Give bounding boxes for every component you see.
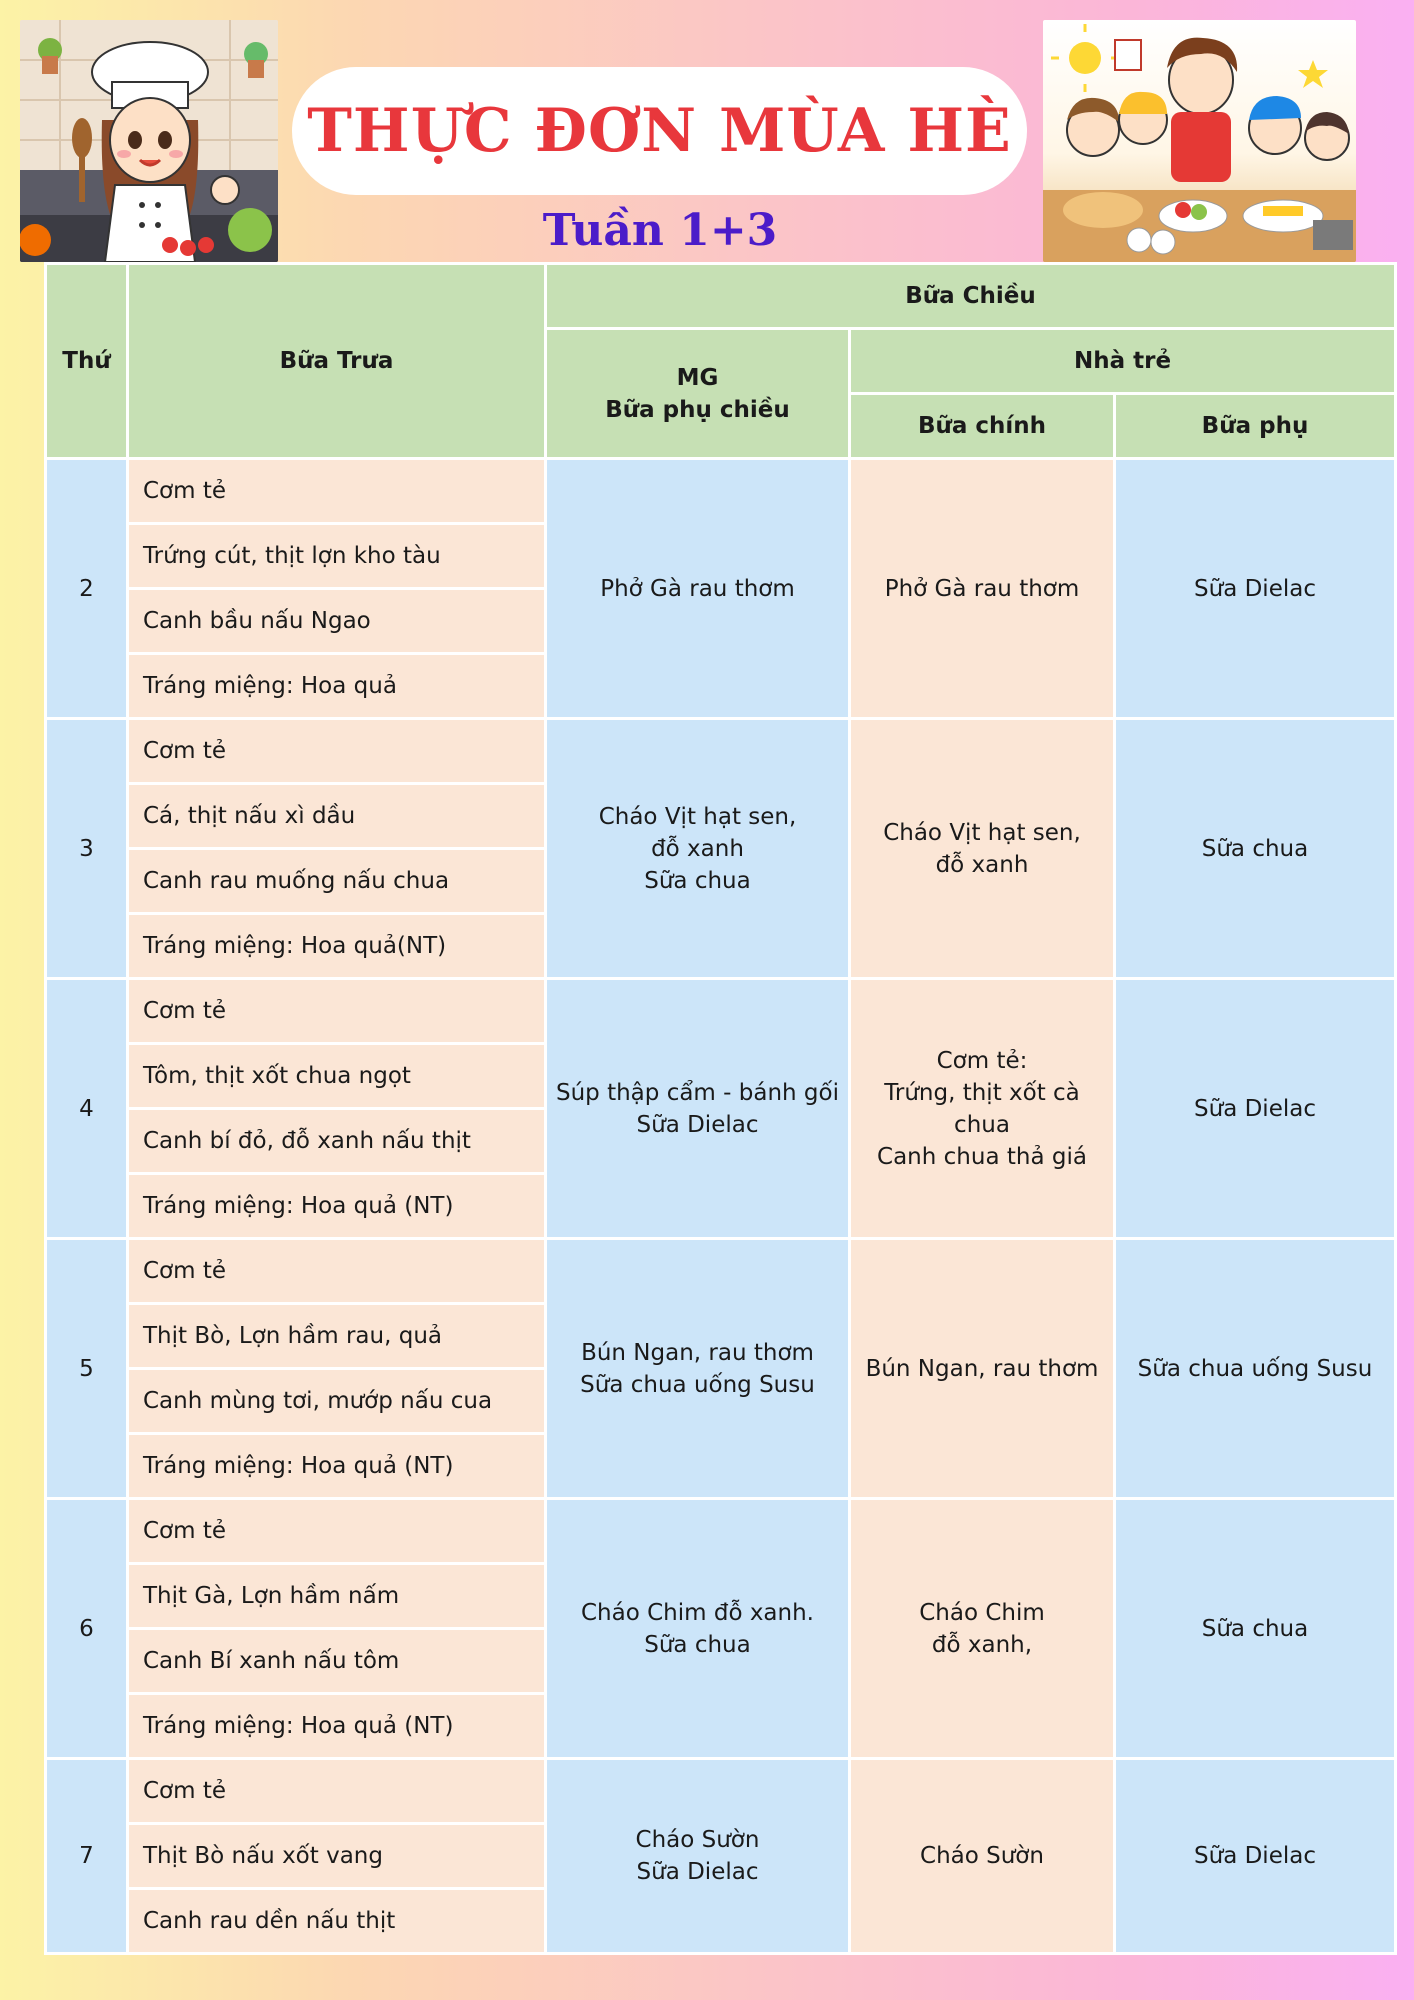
mg-snack-cell: Cháo Sườn Sữa Dielac (546, 1759, 850, 1954)
lunch-item: Canh Bí xanh nấu tôm (128, 1629, 546, 1694)
lunch-item: Cơm tẻ (128, 1499, 546, 1564)
lunch-item: Canh mùng tơi, mướp nấu cua (128, 1369, 546, 1434)
lunch-item: Cá, thịt nấu xì dầu (128, 784, 546, 849)
header-nursery: Nhà trẻ (850, 329, 1396, 394)
lunch-item: Thịt Bò nấu xốt vang (128, 1824, 546, 1889)
day-cell: 2 (46, 459, 128, 719)
week-label: Tuần 1+3 (542, 205, 778, 256)
nursery-snack-cell: Sữa chua uống Susu (1115, 1239, 1396, 1499)
lunch-item: Canh rau muống nấu chua (128, 849, 546, 914)
nursery-snack-cell: Sữa Dielac (1115, 979, 1396, 1239)
mg-snack-cell: Phở Gà rau thơm (546, 459, 850, 719)
lunch-item: Cơm tẻ (128, 719, 546, 784)
lunch-item: Cơm tẻ (128, 1239, 546, 1304)
lunch-item: Tráng miệng: Hoa quả (NT) (128, 1694, 546, 1759)
lunch-item: Tráng miệng: Hoa quả (NT) (128, 1174, 546, 1239)
nursery-main-cell: Cơm tẻ: Trứng, thịt xốt cà chua Canh chua thả giá (850, 979, 1115, 1239)
day-cell: 6 (46, 1499, 128, 1759)
chef-girl-illustration (20, 20, 278, 262)
header-mg: MG Bữa phụ chiều (546, 329, 850, 459)
nursery-main-cell: Cháo Vịt hạt sen, đỗ xanh (850, 719, 1115, 979)
lunch-item: Canh rau dền nấu thịt (128, 1889, 546, 1954)
menu-table (44, 262, 1397, 1955)
title-banner (292, 67, 1027, 195)
lunch-item: Canh bầu nấu Ngao (128, 589, 546, 654)
day-cell: 7 (46, 1759, 128, 1954)
family-cooking-illustration (1043, 20, 1356, 262)
lunch-item: Thịt Gà, Lợn hầm nấm (128, 1564, 546, 1629)
day-cell: 5 (46, 1239, 128, 1499)
lunch-item: Trứng cút, thịt lợn kho tàu (128, 524, 546, 589)
header-afternoon: Bữa Chiều (546, 264, 1396, 329)
lunch-item: Tôm, thịt xốt chua ngọt (128, 1044, 546, 1109)
mg-snack-cell: Bún Ngan, rau thơm Sữa chua uống Susu (546, 1239, 850, 1499)
lunch-item: Tráng miệng: Hoa quả(NT) (128, 914, 546, 979)
nursery-main-cell: Phở Gà rau thơm (850, 459, 1115, 719)
mg-snack-cell: Súp thập cẩm - bánh gối Sữa Dielac (546, 979, 850, 1239)
lunch-item: Cơm tẻ (128, 979, 546, 1044)
day-cell: 3 (46, 719, 128, 979)
nursery-main-cell: Cháo Chim đỗ xanh, (850, 1499, 1115, 1759)
nursery-snack-cell: Sữa Dielac (1115, 1759, 1396, 1954)
lunch-item: Cơm tẻ (128, 459, 546, 524)
lunch-item: Tráng miệng: Hoa quả (128, 654, 546, 719)
header-snack: Bữa phụ (1115, 394, 1396, 459)
nursery-snack-cell: Sữa chua (1115, 1499, 1396, 1759)
nursery-snack-cell: Sữa Dielac (1115, 459, 1396, 719)
mg-snack-cell: Cháo Chim đỗ xanh. Sữa chua (546, 1499, 850, 1759)
lunch-item: Tráng miệng: Hoa quả (NT) (128, 1434, 546, 1499)
nursery-main-cell: Cháo Sườn (850, 1759, 1115, 1954)
header-main-meal: Bữa chính (850, 394, 1115, 459)
header-day: Thứ (46, 264, 128, 459)
nursery-main-cell: Bún Ngan, rau thơm (850, 1239, 1115, 1499)
lunch-item: Thịt Bò, Lợn hầm rau, quả (128, 1304, 546, 1369)
mg-snack-cell: Cháo Vịt hạt sen, đỗ xanh Sữa chua (546, 719, 850, 979)
day-cell: 4 (46, 979, 128, 1239)
nursery-snack-cell: Sữa chua (1115, 719, 1396, 979)
lunch-item: Canh bí đỏ, đỗ xanh nấu thịt (128, 1109, 546, 1174)
header-lunch: Bữa Trưa (128, 264, 546, 459)
lunch-item: Cơm tẻ (128, 1759, 546, 1824)
page-title: THỰC ĐƠN MÙA HÈ (307, 96, 1012, 166)
